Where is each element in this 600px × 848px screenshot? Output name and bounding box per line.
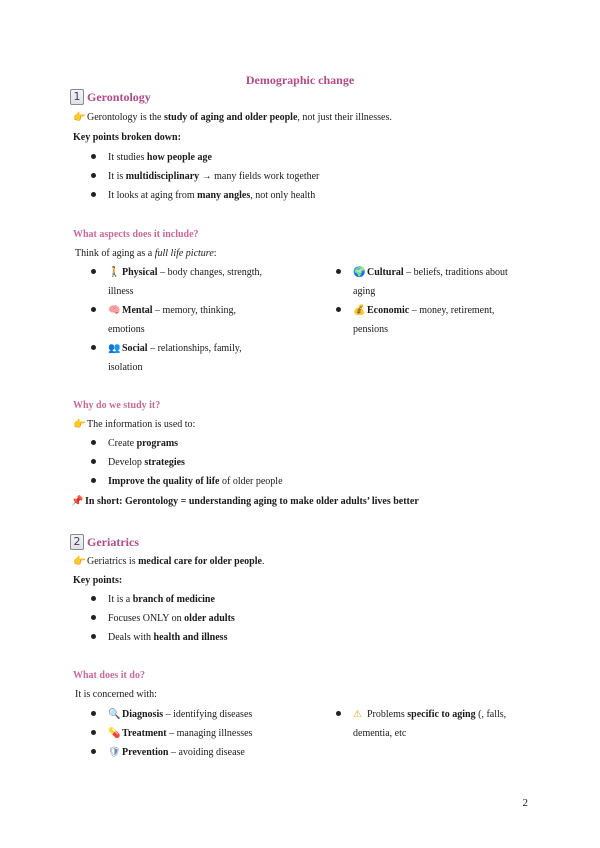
bullet-icon [91,307,96,312]
bullet-icon [336,269,341,274]
aspects-heading: What aspects does it include? [73,229,199,240]
pushpin-icon: 📌 [71,496,84,507]
keypoints-label: Key points broken down: [73,132,181,143]
aspects-intro: Think of aging as a full life picture: [75,248,217,259]
list-item-continuation: dementia, etc [353,728,407,739]
summary-line: 📌 In short: Gerontology = understanding aging to make older adults’ lives better [71,496,419,507]
money-bag-icon: 💰 [353,305,366,316]
bullet-icon [91,478,96,483]
list-item-continuation: isolation [108,362,143,373]
bullet-icon [91,192,96,197]
shield-icon: 🛡 [108,747,121,758]
bullet-icon [91,154,96,159]
pointing-hand-icon: 👉 [73,419,86,430]
people-icon: 👥 [108,343,121,354]
page-title: Demographic change [245,73,355,87]
does-heading: What does it do? [73,670,145,681]
brain-icon: 🧠 [108,305,121,316]
magnifier-icon: 🔍 [108,709,121,720]
bullet-icon [91,730,96,735]
bullet-icon [91,634,96,639]
bullet-icon [91,269,96,274]
why-heading: Why do we study it? [73,400,161,411]
list-item-cultural: 🌍 Cultural – beliefs, traditions about [336,267,508,280]
bullet-icon [336,711,341,716]
list-item: Deals with health and illness [91,632,227,645]
gerontology-intro: 👉 Gerontology is the study of aging and older people, not just their illnesses. [73,112,392,123]
section-heading-text: Gerontology [87,89,151,104]
geriatrics-intro: 👉 Geriatrics is medical care for older people. [73,556,265,567]
pointing-hand-icon: 👉 [73,112,86,123]
list-item: Create programs [91,438,178,451]
bullet-icon [336,307,341,312]
does-intro: It is concerned with: [75,689,157,700]
section-heading-geriatrics [70,534,139,550]
list-item-continuation: aging [353,286,376,297]
list-item-mental: 🧠 Mental – memory, thinking, [91,305,236,318]
bullet-icon [91,345,96,350]
bullet-icon [91,615,96,620]
list-item-treatment: 💊 Treatment – managing illnesses [91,728,252,741]
list-item-continuation: pensions [353,324,388,335]
bullet-icon [91,596,96,601]
number-one-icon: 1 [70,89,84,105]
list-item-diagnosis: 🔍 Diagnosis – identifying diseases [91,709,252,722]
bullet-icon [91,711,96,716]
keypoints-label: Key points: [73,575,123,586]
list-item-economic: 💰 Economic – money, retirement, [336,305,494,318]
bullet-icon [91,173,96,178]
list-item: It studies how people age [91,152,212,165]
list-item: It looks at aging from many angles, not only health [91,190,315,203]
list-item: Improve the quality of life of older people [91,476,283,489]
list-item: Develop strategies [91,457,185,470]
person-icon: 🚶 [108,267,121,278]
globe-icon: 🌍 [353,267,366,278]
section-heading-text: Geriatrics [87,534,139,549]
list-item: It is multidisciplinary → many fields work together [91,171,319,184]
list-item: Focuses ONLY on older adults [91,613,235,626]
list-item-continuation: emotions [108,324,145,335]
number-two-icon: 2 [70,534,84,550]
bullet-icon [91,749,96,754]
pill-icon: 💊 [108,728,121,739]
list-item: It is a branch of medicine [91,594,215,607]
page-number: 2 [522,797,528,809]
list-item-physical: 🚶 Physical – body changes, strength, [91,267,262,280]
list-item-social: 👥 Social – relationships, family, [91,343,242,356]
why-intro: 👉 The information is used to: [73,419,196,430]
list-item-aging-problems: ⚠ Problems specific to aging (, falls, [336,709,506,722]
section-heading-gerontology [70,89,151,105]
bullet-icon [91,440,96,445]
bullet-icon [91,459,96,464]
pointing-hand-icon: 👉 [73,556,86,567]
list-item-prevention: 🛡Prevention – avoiding disease [91,747,245,760]
warning-icon: ⚠ [353,709,362,720]
list-item-continuation: illness [108,286,134,297]
